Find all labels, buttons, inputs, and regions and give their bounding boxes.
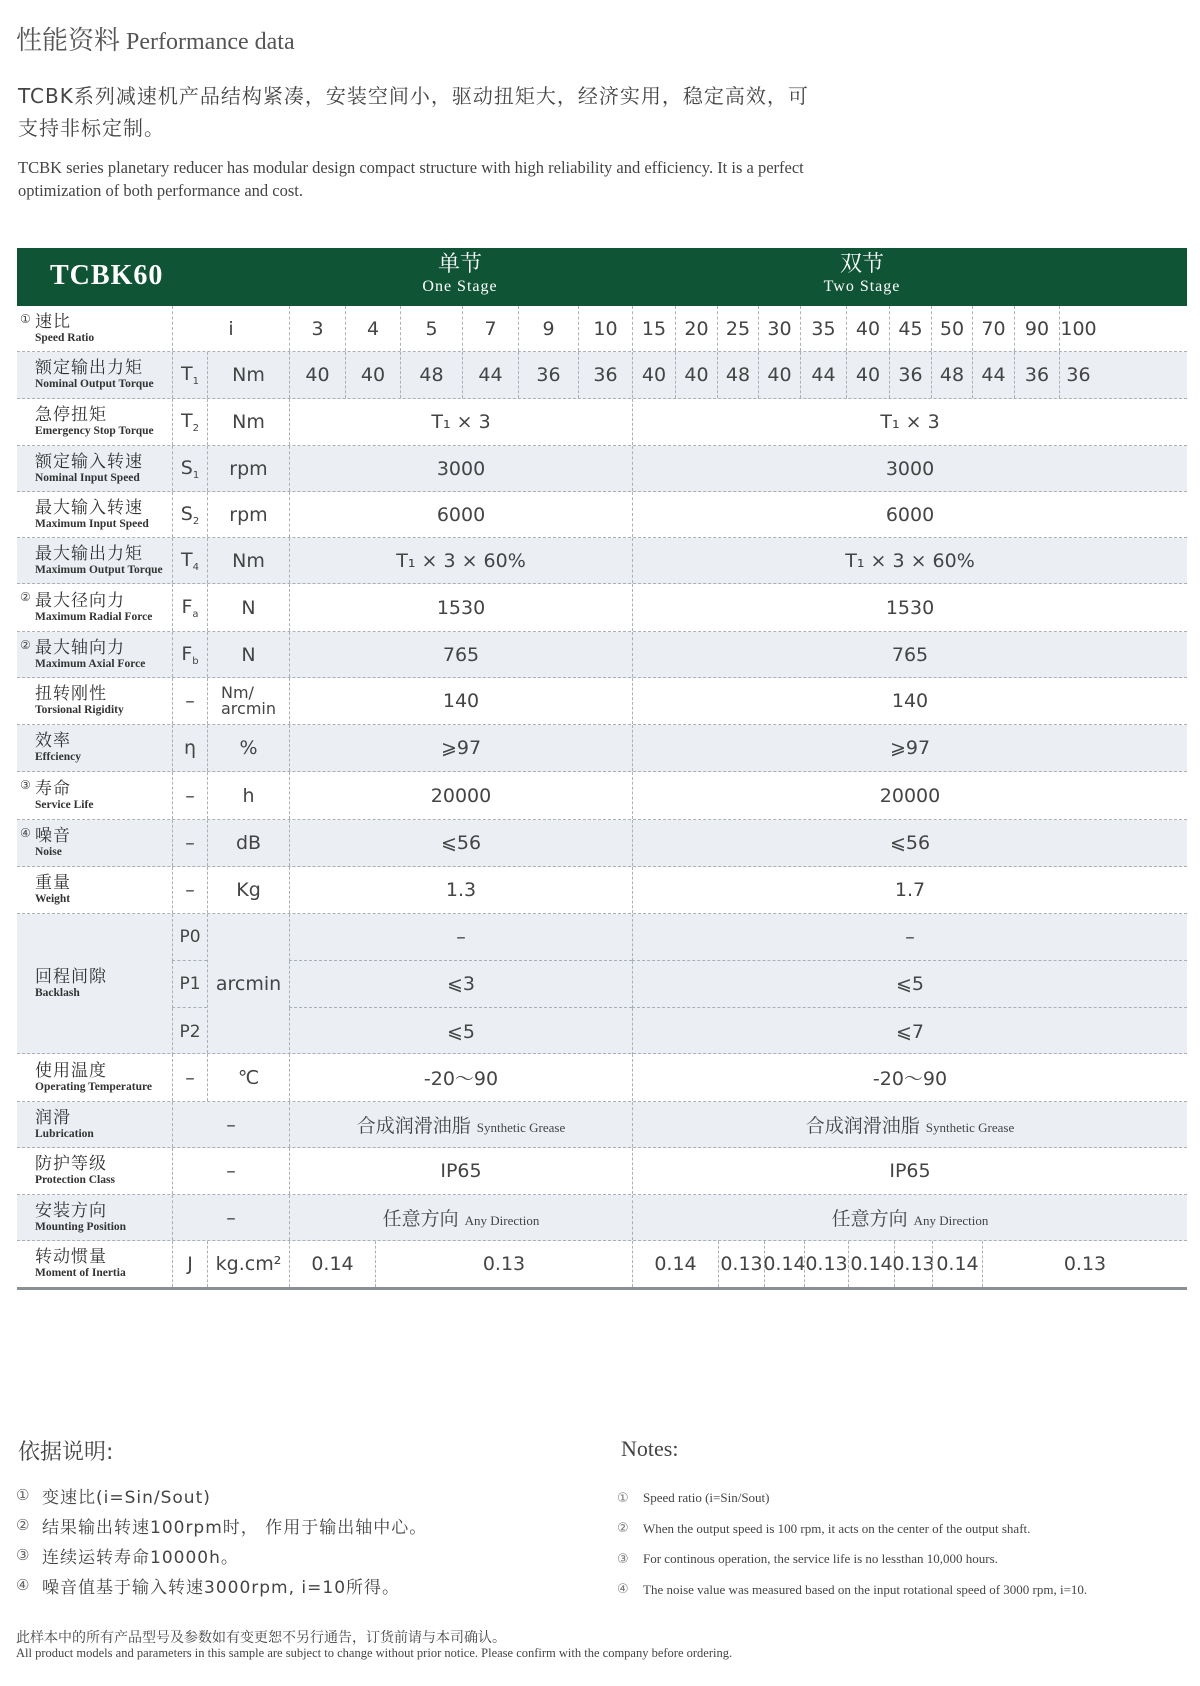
label-cn: 额定输出力矩	[35, 358, 143, 378]
note-text: 连续运转寿命10000h。	[42, 1547, 239, 1568]
row-label	[17, 772, 172, 819]
label-cn: 效率	[35, 731, 71, 751]
row-label	[17, 1102, 172, 1147]
label-cn: 润滑	[35, 1107, 71, 1128]
symbol-cell: –	[172, 1054, 207, 1101]
notes-en-title: Notes:	[621, 1436, 679, 1461]
two-stage-value	[632, 1195, 1187, 1240]
label-cn: 速比	[35, 311, 71, 332]
label-en: Protection Class	[35, 1174, 115, 1186]
symbol: η	[183, 737, 197, 759]
disclaimer-cn: 此样本中的所有产品型号及参数如有变更恕不另行通告，订货前请与本司确认。	[16, 1630, 506, 1646]
page-title-en: Performance data	[126, 29, 295, 55]
unit-cell: kg.cm²	[207, 1241, 289, 1287]
symbol-subscript: 2	[192, 423, 199, 434]
label-en: Maximum Input Speed	[35, 517, 149, 530]
note-text: 变速比(i=Sin/Sout)	[42, 1487, 211, 1508]
torque-value: 48	[400, 352, 462, 398]
one-stage-value: T₁ × 3	[289, 399, 632, 445]
unit-cell: ℃	[207, 1054, 289, 1101]
two-stage-value: IP65	[632, 1148, 1187, 1194]
label-cn: 噪音	[35, 826, 71, 846]
label-en: Speed Ratio	[35, 331, 95, 344]
backlash-grade: P1	[172, 961, 207, 1008]
label-cn: 安装方向	[35, 1200, 107, 1221]
symbol-subscript: 1	[192, 376, 199, 387]
ratio-value: 100	[1059, 306, 1097, 351]
label-en: Noise	[35, 846, 62, 858]
one-stage-value: ⩽5	[289, 1008, 632, 1055]
two-stage-value: ⩽56	[632, 820, 1187, 866]
row-label	[17, 399, 172, 445]
page-title	[16, 20, 295, 57]
label-en: Moment of Inertia	[35, 1267, 126, 1279]
one-stage-value: 1.3	[289, 867, 632, 913]
symbol-cell	[172, 632, 207, 677]
page-title-cn: 性能资料	[16, 26, 121, 56]
ratio-value: 40	[846, 306, 889, 351]
note-text: 结果输出转速100rpm时， 作用于输出轴中心。	[42, 1517, 428, 1538]
symbol-cell	[172, 352, 207, 398]
inertia-value: 0.13	[718, 1241, 764, 1287]
torque-value: 44	[972, 352, 1014, 398]
unit-cell: N	[207, 632, 289, 677]
row-mounting	[17, 1195, 1187, 1241]
symbol-subscript: 1	[192, 469, 200, 481]
row-label	[17, 678, 172, 724]
ratio-value: 10	[578, 306, 632, 351]
two-stage-value: 3000	[632, 446, 1187, 491]
row-nominal-torque	[17, 352, 1187, 399]
unit-cell: N	[207, 584, 289, 631]
unit-text	[221, 685, 276, 717]
symbol-cell	[172, 399, 207, 445]
symbol-subscript: 4	[192, 561, 199, 573]
torque-value: 40	[289, 352, 345, 398]
symbol-subscript: b	[192, 655, 199, 667]
unit-cell: –	[172, 1148, 289, 1194]
symbol-cell	[172, 725, 207, 771]
symbol-subscript: 2	[192, 515, 200, 527]
ratio-value: 35	[800, 306, 846, 351]
header-one-stage	[360, 252, 560, 296]
row-rigidity	[17, 678, 1187, 725]
one-stage-value: 1530	[289, 584, 632, 631]
label-cn: 回程间隙	[35, 966, 107, 987]
two-stage-value: 20000	[632, 772, 1187, 819]
note-text: The noise value was measured based on the input rotational speed of 3000 rpm, i=10.	[643, 1581, 1088, 1597]
one-stage-cn: 单节	[437, 252, 482, 277]
table-header	[17, 248, 1187, 306]
row-label	[17, 820, 172, 866]
unit-cell: arcmin	[207, 914, 289, 1053]
unit-cell: Kg	[207, 867, 289, 913]
note-item	[617, 1483, 1197, 1514]
inertia-value: 0.13	[982, 1241, 1187, 1287]
symbol-cell	[172, 678, 207, 724]
row-lubrication	[17, 1102, 1187, 1148]
symbol-subscript: a	[192, 608, 199, 620]
row-backlash	[17, 914, 1187, 1054]
one-stage-value	[289, 1195, 632, 1240]
row-label	[17, 1195, 172, 1240]
symbol: –	[185, 832, 195, 854]
intro-en: TCBK series planetary reducer has modular design compact structure with high reliability and efficiency. It is a perfect optimization of both performance and cost.	[18, 158, 804, 200]
symbol-cell	[172, 538, 207, 583]
row-weight	[17, 867, 1187, 914]
two-stage-value: T₁ × 3 × 60%	[632, 538, 1187, 583]
note-text: 噪音值基于输入转速3000rpm, i=10所得。	[42, 1577, 401, 1598]
two-stage-value: T₁ × 3	[632, 399, 1187, 445]
two-stage-value: –	[632, 914, 1187, 961]
ratio-value: 7	[462, 306, 518, 351]
ratio-value: 15	[632, 306, 675, 351]
label-en: Maximum Output Torque	[35, 563, 163, 576]
two-stage-value: 765	[632, 632, 1187, 677]
symbol: $T_1$	[181, 363, 199, 387]
row-label	[17, 352, 172, 398]
row-emergency	[17, 399, 1187, 446]
unit-cell: –	[172, 1102, 289, 1147]
row-max_speed	[17, 492, 1187, 538]
unit-cell: Nm	[207, 399, 289, 445]
row-temperature	[17, 1054, 1187, 1102]
note-number: ①	[16, 1486, 31, 1504]
inertia-value: 0.14	[848, 1241, 894, 1287]
two-stage-value: ⩽5	[632, 961, 1187, 1008]
symbol: $F_b$	[181, 642, 199, 667]
two-stage-en: Two Stage	[823, 278, 901, 295]
torque-value: 44	[462, 352, 518, 398]
note-item	[617, 1514, 1197, 1545]
note-text: Speed ratio (i=Sin/Sout)	[643, 1490, 770, 1506]
one-stage-value: 140	[289, 678, 632, 724]
symbol: –	[185, 879, 195, 901]
symbol: $T_4$	[181, 548, 199, 573]
inertia-value: 0.14	[764, 1241, 804, 1287]
row-label	[17, 725, 172, 771]
label-cn: 最大输入转速	[35, 497, 143, 518]
ratio-symbol: i	[172, 306, 289, 351]
value-en: Synthetic Grease	[476, 1120, 566, 1135]
value: 合成润滑油脂 Synthetic Grease	[356, 1115, 566, 1137]
one-stage-value: –	[289, 914, 632, 961]
one-stage-value: ⩽3	[289, 961, 632, 1008]
one-stage-value: -20～90	[289, 1054, 632, 1101]
label-cn: 额定输入转速	[35, 451, 143, 472]
torque-value: 48	[717, 352, 758, 398]
note-number: ①	[617, 1490, 629, 1506]
footnote-marker: ④	[20, 826, 31, 840]
value-en: Synthetic Grease	[925, 1120, 1015, 1135]
torque-value: 36	[518, 352, 578, 398]
row-label	[17, 914, 172, 1053]
symbol: $S_1$	[180, 456, 200, 481]
label-en: Nominal Output Torque	[35, 378, 154, 390]
torque-value: 40	[632, 352, 675, 398]
row-label	[17, 538, 172, 583]
row-label	[17, 867, 172, 913]
row-nom_speed	[17, 446, 1187, 492]
backlash-grade: P2	[172, 1008, 207, 1055]
row-inertia	[17, 1241, 1187, 1287]
label-en: Torsional Rigidity	[35, 704, 124, 716]
row-label	[17, 306, 172, 351]
label-en: Effciency	[35, 751, 81, 763]
label-en: Backlash	[35, 986, 80, 999]
symbol: $S_2$	[180, 502, 200, 527]
note-item	[617, 1544, 1197, 1575]
two-stage-value: ⩽7	[632, 1008, 1187, 1055]
label-en: Lubrication	[35, 1127, 94, 1140]
label-cn: 寿命	[35, 778, 71, 799]
label-cn: 急停扭矩	[35, 405, 107, 425]
ratio-value: 4	[345, 306, 400, 351]
ratio-value: 25	[717, 306, 758, 351]
torque-value: 40	[846, 352, 889, 398]
label-cn: 防护等级	[35, 1154, 107, 1174]
label-en: Operating Temperature	[35, 1080, 153, 1093]
one-stage-value: ⩽56	[289, 820, 632, 866]
symbol-cell	[172, 867, 207, 913]
label-en: Maximum Axial Force	[35, 657, 146, 670]
label-en: Mounting Position	[35, 1220, 127, 1233]
torque-value: 40	[758, 352, 800, 398]
ratio-value: 9	[518, 306, 578, 351]
ratio-value: 50	[931, 306, 972, 351]
intro-cn: TCBK系列减速机产品结构紧凑，安装空间小，驱动扭矩大，经济实用，稳定高效，可支持非标定制。	[18, 84, 809, 140]
symbol-cell	[172, 584, 207, 631]
note-item	[16, 1570, 576, 1600]
note-number: ②	[617, 1521, 629, 1537]
unit-cell: rpm	[207, 446, 289, 491]
label-en: Emergency Stop Torque	[35, 425, 154, 437]
ratio-value: 20	[675, 306, 717, 351]
label-cn: 使用温度	[35, 1060, 107, 1081]
torque-value: 36	[1059, 352, 1097, 398]
note-number: ④	[617, 1582, 629, 1598]
footnote-marker: ②	[20, 590, 31, 604]
torque-value: 40	[345, 352, 400, 398]
value: 合成润滑油脂 Synthetic Grease	[805, 1115, 1015, 1137]
symbol: –	[185, 784, 195, 807]
table-bottom-rule	[17, 1287, 1187, 1290]
note-item	[16, 1540, 576, 1570]
one-stage-value: 20000	[289, 772, 632, 819]
unit-cell: Nm	[207, 352, 289, 398]
value-en: Any Direction	[913, 1213, 989, 1228]
inertia-value: 0.14	[932, 1241, 982, 1287]
note-item	[16, 1510, 576, 1540]
note-number: ④	[16, 1576, 31, 1594]
row-label	[17, 584, 172, 631]
row-life	[17, 772, 1187, 820]
one-stage-value	[289, 1102, 632, 1147]
row-label	[17, 1148, 172, 1194]
ratio-value: 5	[400, 306, 462, 351]
row-label	[17, 446, 172, 491]
row-noise	[17, 820, 1187, 867]
symbol-cell	[172, 772, 207, 819]
label-cn: 最大轴向力	[35, 637, 125, 658]
note-text: When the output speed is 100 rpm, it acts on the center of the output shaft.	[643, 1520, 1031, 1536]
notes-en-list	[617, 1483, 1197, 1605]
row-speed-ratio	[17, 306, 1187, 352]
unit-cell: %	[207, 725, 289, 771]
value: 任意方向 Any Direction	[382, 1208, 540, 1230]
two-stage-value: 6000	[632, 492, 1187, 537]
torque-value: 40	[675, 352, 717, 398]
one-stage-value: IP65	[289, 1148, 632, 1194]
label-cn: 转动惯量	[35, 1247, 107, 1267]
note-item	[16, 1480, 576, 1510]
unit-line: arcmin	[221, 699, 276, 718]
torque-value: 36	[578, 352, 632, 398]
inertia-value: 0.13	[375, 1241, 632, 1287]
row-label	[17, 1054, 172, 1101]
label-cn: 重量	[35, 873, 71, 893]
symbol: –	[185, 690, 195, 712]
label-en: Maximum Radial Force	[35, 610, 153, 623]
two-stage-value	[632, 1102, 1187, 1147]
notes-cn-list	[16, 1480, 576, 1600]
footnote-marker: ②	[20, 638, 31, 652]
two-stage-value: ⩾97	[632, 725, 1187, 771]
footnote-marker: ①	[20, 312, 31, 326]
disclaimer	[16, 1630, 816, 1660]
note-item	[617, 1575, 1197, 1606]
row-axial	[17, 632, 1187, 678]
symbol: $F_a$	[181, 595, 199, 620]
torque-value: 44	[800, 352, 846, 398]
label-en: Nominal Input Speed	[35, 471, 140, 484]
symbol-cell	[172, 446, 207, 491]
one-stage-value: T₁ × 3 × 60%	[289, 538, 632, 583]
two-stage-value: -20～90	[632, 1054, 1187, 1101]
two-stage-value: 1530	[632, 584, 1187, 631]
symbol: $T_2$	[181, 410, 199, 434]
one-stage-value: 3000	[289, 446, 632, 491]
footnote-marker: ③	[20, 778, 31, 792]
row-radial	[17, 584, 1187, 632]
notes-cn-title: 依据说明:	[18, 1440, 114, 1465]
row-max_torque	[17, 538, 1187, 584]
row-protection	[17, 1148, 1187, 1195]
unit-cell: h	[207, 772, 289, 819]
unit-cell: Nm	[207, 538, 289, 583]
header-two-stage	[762, 252, 962, 296]
value: 任意方向 Any Direction	[831, 1208, 989, 1230]
inertia-value: 0.13	[804, 1241, 848, 1287]
label-cn: 最大径向力	[35, 590, 125, 611]
unit-line: Nm/	[221, 683, 254, 702]
ratio-value: 90	[1014, 306, 1059, 351]
torque-value: 36	[1014, 352, 1059, 398]
label-en: Service Life	[35, 798, 94, 811]
unit-cell	[207, 678, 289, 724]
inertia-value: 0.14	[289, 1241, 375, 1287]
row-label	[17, 492, 172, 537]
note-number: ③	[617, 1551, 629, 1567]
row-efficiency	[17, 725, 1187, 772]
note-number: ②	[16, 1516, 31, 1534]
inertia-value: 0.13	[894, 1241, 932, 1287]
label-cn: 扭转刚性	[35, 684, 107, 704]
one-stage-value: 765	[289, 632, 632, 677]
note-text: For continous operation, the service life is no lessthan 10,000 hours.	[643, 1551, 998, 1567]
symbol-cell	[172, 492, 207, 537]
one-stage-value: 6000	[289, 492, 632, 537]
ratio-value: 70	[972, 306, 1014, 351]
symbol-cell: J	[172, 1241, 207, 1287]
note-number: ③	[16, 1546, 31, 1564]
label-en: Weight	[35, 893, 71, 905]
one-stage-en: One Stage	[422, 278, 498, 295]
inertia-value: 0.14	[632, 1241, 718, 1287]
disclaimer-en: All product models and parameters in this sample are subject to change without prior notice. Please confirm with the company before ordering.	[16, 1646, 733, 1660]
row-label	[17, 632, 172, 677]
torque-value: 48	[931, 352, 972, 398]
two-stage-cn: 双节	[839, 252, 884, 277]
unit-cell: –	[172, 1195, 289, 1240]
two-stage-value: 140	[632, 678, 1187, 724]
row-label	[17, 1241, 172, 1287]
ratio-value: 30	[758, 306, 800, 351]
model-name: TCBK60	[50, 260, 164, 291]
label-cn: 最大输出力矩	[35, 543, 143, 564]
symbol-cell	[172, 820, 207, 866]
unit-cell: rpm	[207, 492, 289, 537]
two-stage-value: 1.7	[632, 867, 1187, 913]
unit-cell: dB	[207, 820, 289, 866]
ratio-value: 3	[289, 306, 345, 351]
value-en: Any Direction	[464, 1213, 540, 1228]
torque-value: 36	[889, 352, 931, 398]
ratio-value: 45	[889, 306, 931, 351]
one-stage-value: ⩾97	[289, 725, 632, 771]
backlash-grade: P0	[172, 914, 207, 961]
